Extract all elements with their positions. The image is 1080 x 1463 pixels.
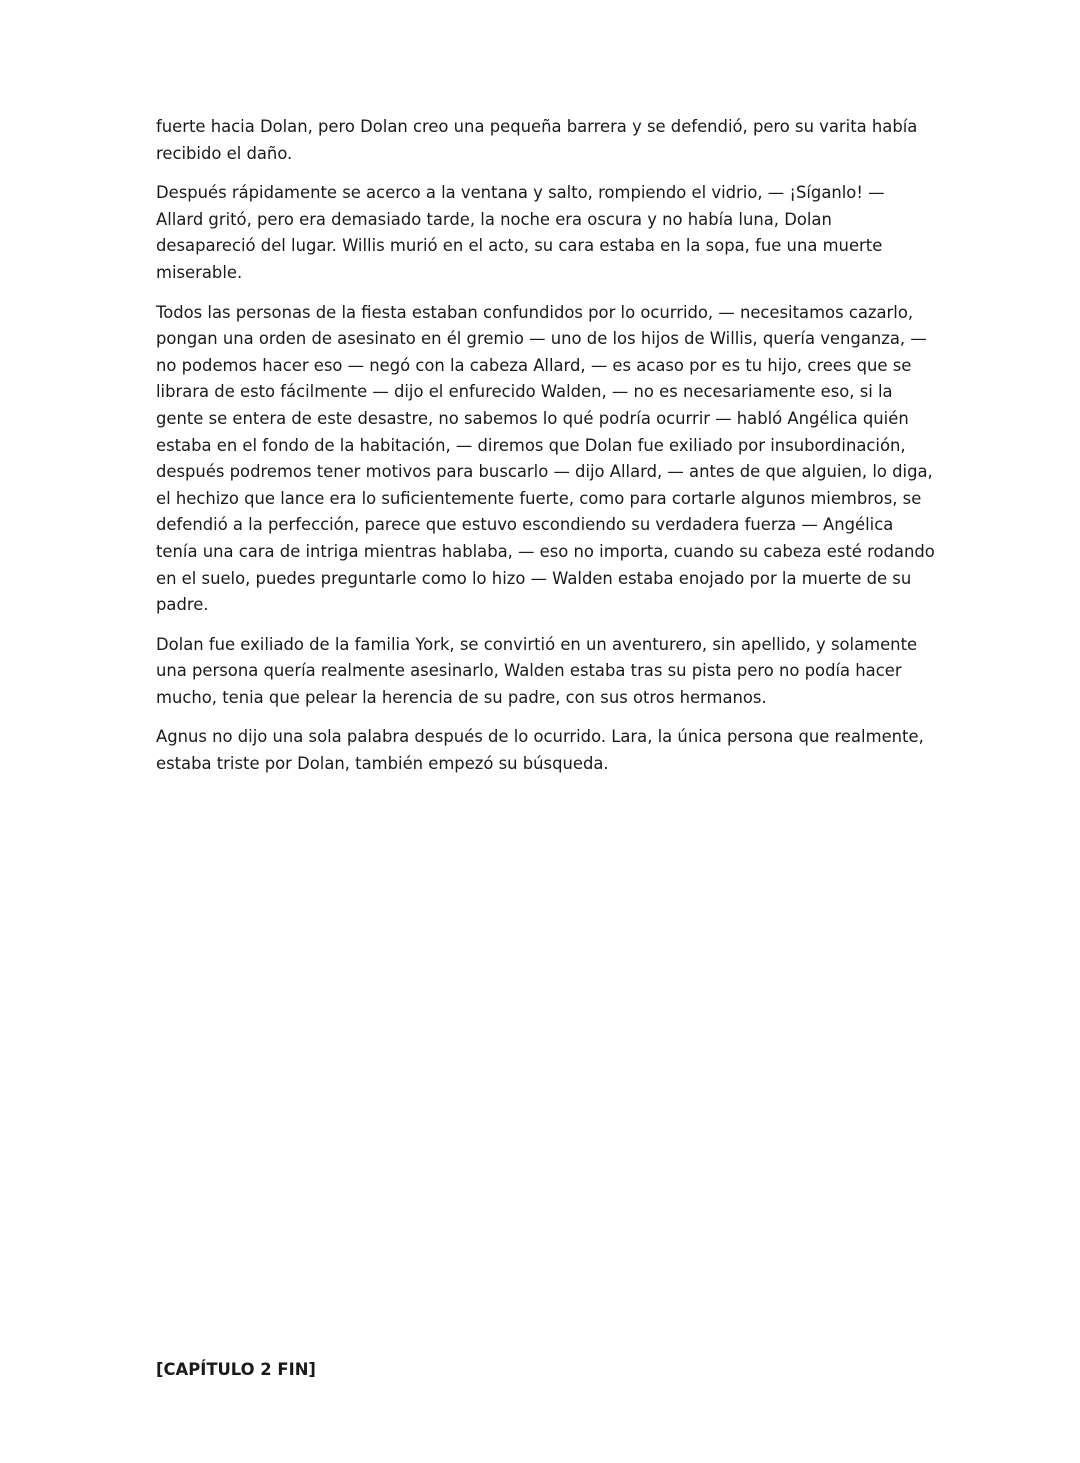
document-body — [156, 114, 936, 791]
paragraph-4: Dolan fue exiliado de la familia York, se convirtió en un aventurero, sin apellido, y solamente una persona quería realmente asesinarlo, Walden estaba tras su pista pero no podía hacer mucho, tenia que pelear la herencia de su padre, con sus otros hermanos. — [156, 634, 918, 707]
paragraph-5: Agnus no dijo una sola palabra después de lo ocurrido. Lara, la única persona que realmente, estaba triste por Dolan, también empezó su búsqueda. — [156, 727, 924, 774]
chapter-end-label: [CAPÍTULO 2 FIN] — [156, 1360, 316, 1379]
paragraph-2: Después rápidamente se acerco a la ventana y salto, rompiendo el vidrio, — ¡Síganlo! — Allard gritó, pero era demasiado tarde, la noche era oscura y no había luna, Dolan desapareció del lugar. Willis murió en el acto, su cara estaba en la sopa, fue una muerte miserable. — [156, 183, 885, 282]
paragraph-3: Todos las personas de la fiesta estaban confundidos por lo ocurrido, — necesitamos cazarlo, pongan una orden de asesinato en él gremio — uno de los hijos de Willis, quería venganza, — no podemos hacer eso — negó con la cabeza Allard, — es acaso por es tu hijo, crees que se librara de esto fácilmente — dijo el enfurecido Walden, — no es necesariamente eso, si la gente se entera de este desastre, no sabemos lo qué podría ocurrir — habló Angélica quién estaba en el fondo de la habitación, — diremos que Dolan fue exiliado por insubordinación, después podremos tener motivos para buscarlo — dijo Allard, — antes de que alguien, lo diga, el hechizo que lance era lo suficientemente fuerte, como para cortarle algunos miembros, se defendió a la perfección, parece que estuvo escondiendo su verdadera fuerza — Angélica tenía una cara de intriga mientras hablaba, — eso no importa, cuando su cabeza esté rodando en el suelo, puedes preguntarle como lo hizo — Walden estaba enojado por la muerte de su padre. — [156, 302, 935, 615]
paragraph-1: fuerte hacia Dolan, pero Dolan creo una pequeña barrera y se defendió, pero su varita había recibido el daño. — [156, 117, 918, 163]
